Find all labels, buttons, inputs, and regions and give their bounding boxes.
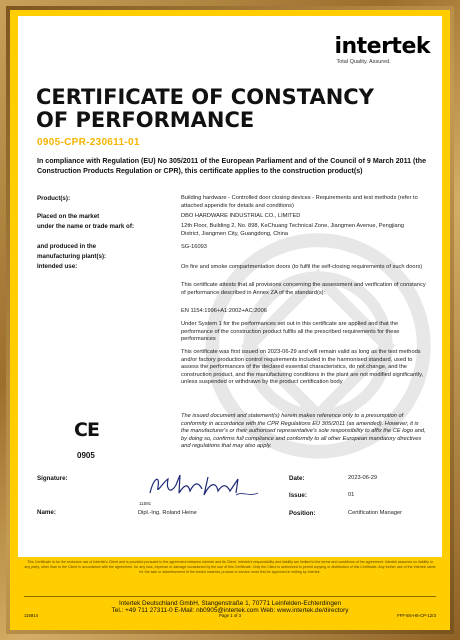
date-label: Date: xyxy=(289,475,305,482)
issue-label: Issue: xyxy=(289,492,307,499)
plant-label-2: manufacturing plant(s): xyxy=(37,253,107,260)
validity-text: This certificate was first issued on 2023-06-29 and will remain valid as long as the test methods and/or factory production control requirements included in the harmonised standard, used to assess the performances of the declared essential characteristics, do not change, and the construction product, and the manufacturing conditions in the plant are not modified significantly, unless suspended or withdrawn by the product certification body xyxy=(181,349,424,386)
ce-mark-icon: CE xyxy=(74,419,99,441)
address-value: 12th Floor, Building 2, No. 898, KeChuang Technical Zone, Jiangmen Avenue, Pengjiang District, Jiangmen City, Guangdong, China xyxy=(181,223,405,237)
footer-code-left: 116914 xyxy=(24,613,39,618)
standard-reference: EN 1154:1996+A1:2002+AC:2006 xyxy=(181,308,267,314)
footer-address-block xyxy=(24,600,436,614)
position-label: Position: xyxy=(289,510,316,517)
products-value: Building hardware - Controlled door closing devices - Requirements and test methods (refer to attached appendix for details and conditions) xyxy=(181,195,418,209)
title-line-1: CERTIFICATE OF CONSTANCY xyxy=(36,85,374,109)
certificate-body xyxy=(18,16,442,557)
market-label-2: under the name or trade mark of: xyxy=(37,223,134,230)
intended-use-label: Intended use: xyxy=(37,263,78,270)
notified-body-number: 0905 xyxy=(77,451,95,460)
certificate-paper xyxy=(10,10,450,630)
issue-value: 01 xyxy=(348,492,355,498)
footer-code-right: FFF-E6-H8-CP-12r3 xyxy=(397,613,436,618)
signer-code: 11591 xyxy=(139,501,152,506)
page-indicator: Page 1 of 3 xyxy=(219,613,241,618)
certificate-number: 0905-CPR-230611-01 xyxy=(37,137,140,148)
handwritten-signature-icon xyxy=(146,471,266,501)
plant-value: SG-16093 xyxy=(181,244,207,250)
market-label-1: Placed on the market xyxy=(37,213,100,220)
attestation-text: This certificate attests that all provisions concerning the assessment and verification of constancy of performance described in Annex ZA of the standard(s): xyxy=(181,282,426,296)
plant-label-1: and produced in the xyxy=(37,243,97,250)
position-value: Certification Manager xyxy=(348,510,403,516)
name-value: Dipl.-Ing. Roland Heine xyxy=(138,510,197,516)
certificate-title xyxy=(36,86,436,132)
products-label: Product(s): xyxy=(37,195,70,202)
footer-contact: Tel.: +49 711 27311-0 E-Mail: nb0905@intertek.com Web: www.intertek.de/directory xyxy=(111,607,349,614)
date-value: 2023-06-29 xyxy=(348,475,378,481)
intro-text: In compliance with Regulation (EU) No 305/2011 of the European Parliament and of the Council of 9 March 2011 (the Construction Products Regulation or CPR), this certificate applies to the construction product(s) xyxy=(37,157,427,175)
market-value: DBO HARDWARE INDUSTRIAL CO., LIMITED xyxy=(181,213,301,219)
title-line-2: OF PERFORMANCE xyxy=(36,108,255,132)
footer-divider xyxy=(24,596,436,597)
logo-word: intertek xyxy=(334,34,430,59)
declaration-text: The issued document and statement(s) herein makes reference only to a presumption of conformity in accordance with the CPR Regulations EU 305/2011 (as amended). However, it is the manufacturer's or their authorised representative's sole responsibility to affix the CE logo and, by doing so, confirms full compliance and conformity to all other European mandatory directives and regulations that may also apply. xyxy=(181,413,426,450)
footer-address: Intertek Deutschland GmbH, Stangenstraße 1, 70771 Leinfelden-Echterdingen xyxy=(118,600,342,607)
intertek-logo xyxy=(334,36,430,65)
intended-use-value: On fire and smoke compartmentation doors (to fulfil the self-closing requirements of such doors) xyxy=(181,264,423,270)
system-text: Under System 1 for the performances set out in this certificate are applied and that the performance of the construction product fulfils all the prescribed requirements for these performances xyxy=(181,321,400,343)
name-label: Name: xyxy=(37,509,56,516)
footer-disclaimer: This Certificate is for the exclusive use of Intertek's Client and is provided pursuant to the agreement between Intertek and its Client. Intertek's responsibility and liability are limited to the terms and conditions of the agreement. Intertek assumes no liability to any party, other than to the Client in accordance with the agreement, for any loss, expense or damage occasioned by the use of this Certificate. Only the Client is authorized to permit copying or distribution of this Certificate. Any further use of the Intertek name for the sale or advertisement of the tested material, product or service must first be approved in writing by Intertek. xyxy=(24,560,436,574)
logo-tagline: Total Quality. Assured. xyxy=(336,59,391,65)
signature-label: Signature: xyxy=(37,475,68,482)
